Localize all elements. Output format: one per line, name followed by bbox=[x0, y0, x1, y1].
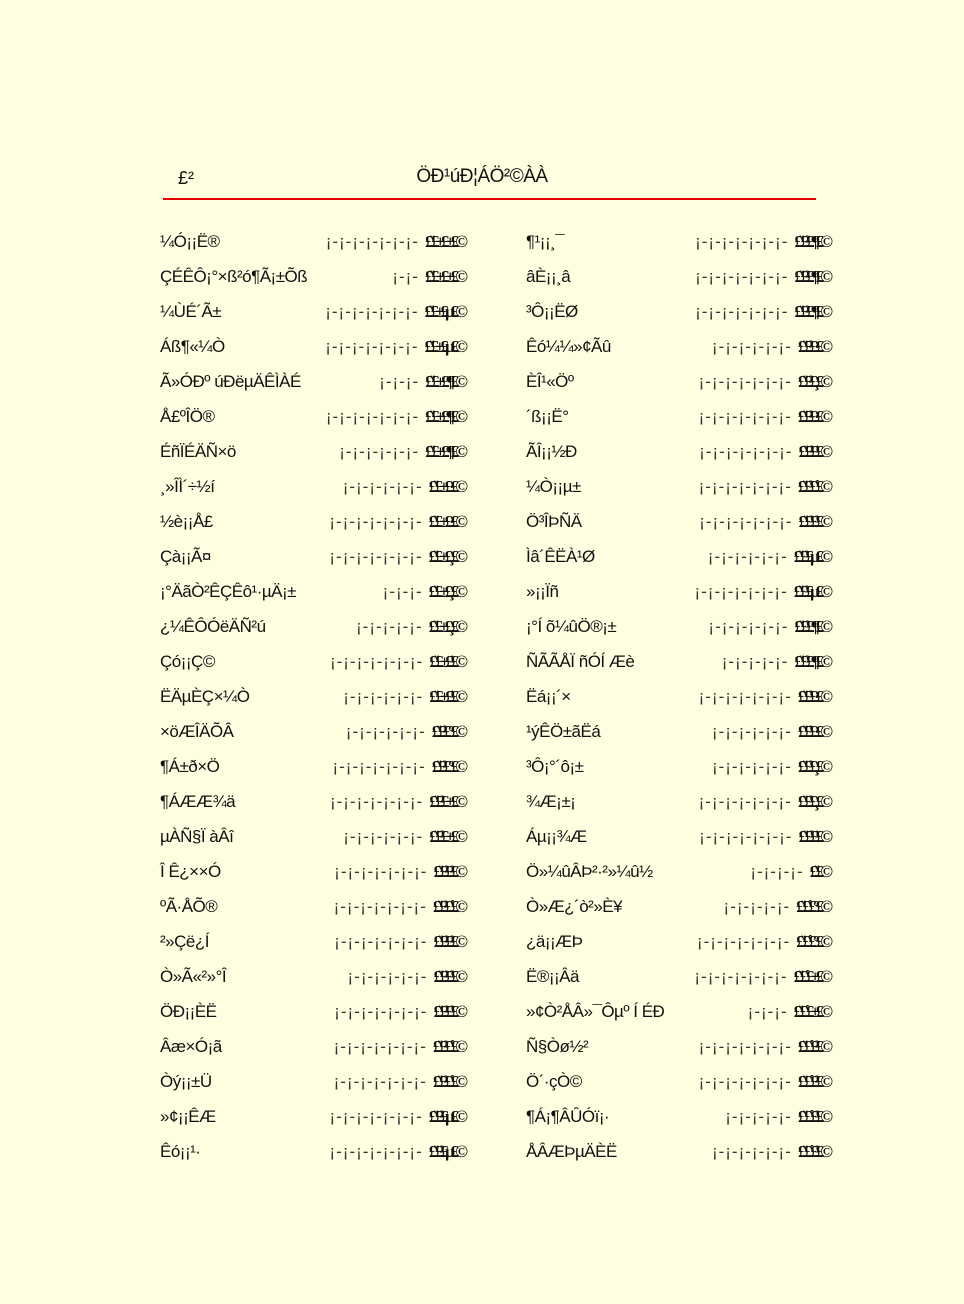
entry-leader: ¡-¡-¡-¡-¡-¡-¡- bbox=[329, 1141, 423, 1161]
entry-page: £¨£´£²£© bbox=[797, 1071, 829, 1091]
entry-title: Ö´·çÒ© bbox=[526, 1071, 582, 1091]
toc-entry[interactable] bbox=[160, 784, 464, 819]
entry-title: Ã»ÓÐº úÐëµÄÊÌÀÉ bbox=[160, 371, 301, 391]
entry-page: £¨£²£¶£© bbox=[794, 231, 829, 251]
entry-leader: ¡-¡-¡-¡-¡-¡- bbox=[711, 336, 792, 356]
toc-entry[interactable] bbox=[160, 504, 464, 539]
toc-entry[interactable] bbox=[160, 294, 464, 329]
entry-page: £¨£³£¶£© bbox=[794, 651, 829, 671]
entry-title: ¼Ò¡¡µ± bbox=[526, 476, 581, 496]
entry-leader: ¡-¡-¡-¡-¡-¡-¡- bbox=[329, 651, 424, 671]
entry-title: Ò»Æ¿´ò²»È¥ bbox=[526, 896, 623, 916]
toc-entry[interactable] bbox=[160, 889, 464, 924]
entry-page: £¨£²£¹£© bbox=[798, 441, 829, 461]
entry-title: ¡°ÄãÒ²ÊÇÊô¹·µÄ¡± bbox=[160, 581, 296, 601]
entry-page: £¨£³£¶£© bbox=[794, 616, 829, 636]
entry-page: £¨£´£³£© bbox=[797, 1141, 829, 1161]
entry-page: £¨£±£µ£© bbox=[424, 301, 464, 321]
entry-leader: ¡-¡-¡-¡-¡-¡- bbox=[711, 756, 792, 776]
entry-title: ¹ýÊÖ±ãËá bbox=[526, 721, 601, 741]
entry-title: âÈ¡¡¸â bbox=[526, 266, 571, 286]
entry-leader: ¡-¡-¡-¡-¡-¡-¡- bbox=[325, 301, 419, 321]
toc-entry[interactable] bbox=[160, 749, 464, 784]
entry-title: ÉñÏÉÄÑ×ö bbox=[160, 441, 236, 461]
toc-entry[interactable] bbox=[160, 1064, 464, 1099]
entry-page: £¨£´£°£© bbox=[796, 896, 829, 916]
entry-leader: ¡-¡-¡-¡-¡-¡-¡- bbox=[333, 896, 427, 916]
entry-leader: ¡-¡-¡-¡-¡-¡-¡- bbox=[694, 581, 788, 601]
entry-leader: ¡-¡-¡- bbox=[379, 371, 420, 391]
entry-leader: ¡-¡-¡-¡-¡-¡-¡- bbox=[333, 1071, 427, 1091]
entry-title: ÅÂÆÞµÄÈË bbox=[526, 1141, 617, 1161]
entry-page: £¨£±£¹£© bbox=[429, 651, 464, 671]
entry-page: £¨£´£³£© bbox=[797, 1106, 829, 1126]
entry-page: £¨£²£°£© bbox=[431, 756, 464, 776]
entry-leader: ¡-¡-¡-¡-¡-¡-¡- bbox=[699, 826, 793, 846]
entry-leader: ¡-¡- bbox=[392, 266, 419, 286]
entry-leader: ¡-¡-¡-¡-¡-¡-¡- bbox=[698, 406, 792, 426]
entry-page: £¨£±£¸£© bbox=[428, 581, 464, 601]
entry-title: ¶Á±ð×Ö bbox=[160, 756, 220, 776]
entry-title: ÇÉÊÔ¡°×ß²ó¶Ã¡±Õß bbox=[160, 266, 308, 286]
entry-title: ¾Æ¡±¡ bbox=[526, 791, 576, 811]
entry-leader: ¡-¡-¡-¡-¡-¡- bbox=[339, 441, 420, 461]
entry-leader: ¡-¡-¡-¡-¡-¡- bbox=[343, 686, 424, 706]
entry-leader: ¡-¡-¡-¡-¡-¡-¡- bbox=[698, 476, 792, 496]
entry-title: ²»Çë¿Í bbox=[160, 931, 209, 951]
entry-title: ÑÃÃÅÏ ñÓÍ Æè bbox=[526, 651, 635, 671]
entry-leader: ¡-¡-¡-¡-¡-¡- bbox=[707, 546, 788, 566]
entry-title: Ñ§Òø½² bbox=[526, 1036, 589, 1056]
page-number: £² bbox=[178, 168, 195, 188]
entry-title: ¶ÁÆÆ¾ä bbox=[160, 791, 236, 811]
entry-leader: ¡-¡-¡- bbox=[747, 1001, 788, 1021]
toc-entry[interactable] bbox=[526, 539, 829, 574]
entry-leader: ¡-¡-¡-¡-¡-¡-¡- bbox=[699, 441, 793, 461]
entry-title: »¢¡¡ÊÆ bbox=[160, 1106, 216, 1126]
entry-leader: ¡-¡-¡-¡-¡-¡-¡- bbox=[325, 406, 420, 426]
entry-leader: ¡-¡-¡-¡-¡-¡-¡- bbox=[698, 371, 792, 391]
entry-title: ¶¹¡¡¸¯ bbox=[526, 231, 565, 251]
entry-page: £¨£±£±£© bbox=[424, 266, 464, 286]
entry-title: Ë®¡¡Âä bbox=[526, 966, 579, 986]
entry-title: ÈÎ¹«Öº bbox=[526, 371, 574, 391]
toc-entry[interactable] bbox=[160, 644, 464, 679]
entry-page: £¨£²£·£© bbox=[797, 336, 829, 356]
entry-page: £¨£±£¶£© bbox=[425, 371, 464, 391]
entry-page: £¨£±£¶£© bbox=[425, 406, 464, 426]
entry-leader: ¡-¡-¡-¡-¡-¡-¡- bbox=[698, 686, 792, 706]
toc-entry[interactable] bbox=[160, 994, 464, 1029]
entry-page: £¨£±£¸£© bbox=[428, 616, 464, 636]
entry-page: £¨£³£·£© bbox=[797, 721, 829, 741]
entry-leader: ¡-¡-¡-¡-¡-¡- bbox=[342, 476, 423, 496]
toc-entry[interactable] bbox=[160, 854, 464, 889]
toc-entry[interactable] bbox=[526, 259, 829, 294]
entry-leader: ¡-¡-¡-¡-¡-¡-¡- bbox=[334, 1001, 428, 1021]
toc-entry[interactable] bbox=[160, 364, 464, 399]
toc-entry[interactable] bbox=[526, 1064, 829, 1099]
entry-title: Âæ×Ó¡ã bbox=[160, 1036, 222, 1056]
entry-page: £¨£³£¸£© bbox=[797, 756, 829, 776]
toc-entry[interactable] bbox=[160, 539, 464, 574]
toc-entry[interactable] bbox=[526, 714, 829, 749]
entry-title: ÃÎ¡¡½Ð bbox=[526, 441, 577, 461]
toc-entry[interactable] bbox=[526, 679, 829, 714]
entry-leader: ¡-¡-¡-¡-¡-¡- bbox=[711, 1141, 792, 1161]
entry-title: Êó¡¡¹· bbox=[160, 1141, 201, 1161]
entry-title: Êó¼¼»¢Ãû bbox=[526, 336, 611, 356]
entry-leader: ¡-¡-¡-¡-¡-¡-¡- bbox=[695, 231, 789, 251]
toc-entry[interactable] bbox=[160, 224, 464, 259]
toc-entry[interactable] bbox=[526, 609, 829, 644]
entry-page: £¨£²£²£© bbox=[433, 931, 464, 951]
toc-entry[interactable] bbox=[526, 469, 829, 504]
entry-leader: ¡-¡-¡-¡-¡-¡-¡- bbox=[695, 301, 789, 321]
entry-page: £¨£²£¶£© bbox=[794, 266, 829, 286]
entry-title: ¡°Í õ¼ûÖ®¡± bbox=[526, 616, 617, 636]
entry-title: Ö»¼ûÂÞ²·²»¼û½ bbox=[526, 861, 653, 881]
entry-title: Òý¡¡±Ü bbox=[160, 1071, 212, 1091]
entry-leader: ¡-¡-¡- bbox=[382, 581, 423, 601]
entry-title: »¢Ò²ÅÂ»¯Ôµº Í ÉÐ bbox=[526, 1001, 665, 1021]
entry-page: £¨£²£±£© bbox=[429, 826, 464, 846]
entry-leader: ¡-¡-¡-¡-¡-¡-¡- bbox=[334, 861, 428, 881]
toc-entry[interactable] bbox=[160, 714, 464, 749]
entry-title: ´ß¡¡Ë° bbox=[526, 406, 569, 426]
entry-leader: ¡-¡-¡-¡-¡-¡-¡- bbox=[329, 511, 423, 531]
entry-title: ËÄµÈÇ×¼Ò bbox=[160, 686, 250, 706]
entry-page: £¨£±£¶£© bbox=[425, 441, 464, 461]
entry-leader: ¡-¡-¡-¡-¡-¡-¡- bbox=[696, 931, 791, 951]
entry-leader: ¡-¡-¡-¡-¡-¡-¡- bbox=[329, 1106, 423, 1126]
entry-page: £¨£²£±£© bbox=[429, 791, 464, 811]
toc-left-column bbox=[160, 224, 464, 1169]
entry-page: £¨£³£¹£© bbox=[798, 826, 829, 846]
toc-entry[interactable] bbox=[160, 329, 464, 364]
entry-title: Î Ê¿××Ó bbox=[160, 861, 221, 881]
toc-entry[interactable] bbox=[526, 329, 829, 364]
entry-page: £¨£³£µ£© bbox=[793, 546, 829, 566]
entry-title: µÀÑ§Ï àÂî bbox=[160, 826, 234, 846]
entry-leader: ¡-¡-¡-¡-¡- bbox=[721, 651, 789, 671]
entry-title: Áµ¡¡¾Æ bbox=[526, 826, 587, 846]
entry-page: £¨£±£±£© bbox=[424, 231, 464, 251]
entry-leader: ¡-¡-¡-¡-¡-¡-¡- bbox=[333, 1036, 427, 1056]
entry-page: £¨£²£´£© bbox=[432, 1036, 464, 1056]
entry-page: £¨£²£µ£© bbox=[428, 1141, 464, 1161]
toc-entry[interactable] bbox=[526, 364, 829, 399]
entry-leader: ¡-¡-¡-¡-¡-¡-¡- bbox=[694, 966, 788, 986]
entry-page: £¨£³£´£© bbox=[797, 476, 829, 496]
entry-page: £¨£²£¸£© bbox=[797, 371, 829, 391]
toc-entry[interactable] bbox=[526, 994, 829, 1029]
entry-leader: ¡-¡-¡-¡-¡-¡- bbox=[343, 826, 424, 846]
entry-title: ³Ô¡¡ËØ bbox=[526, 301, 578, 321]
toc-entry[interactable] bbox=[160, 819, 464, 854]
entry-title: ¼Ó¡¡Ë® bbox=[160, 231, 220, 251]
entry-leader: ¡-¡-¡-¡-¡-¡-¡- bbox=[698, 791, 792, 811]
entry-page: £¨£´£°£© bbox=[796, 931, 829, 951]
toc-entry[interactable] bbox=[160, 259, 464, 294]
entry-leader: ¡-¡-¡-¡-¡-¡-¡- bbox=[334, 931, 428, 951]
entry-title: Å£ºÎÖ® bbox=[160, 406, 215, 426]
entry-page: £¨£²£²£© bbox=[433, 861, 464, 881]
entry-page: £¨£²£³£© bbox=[433, 1001, 464, 1021]
entry-leader: ¡-¡-¡-¡-¡- bbox=[723, 896, 791, 916]
toc-entry[interactable] bbox=[160, 679, 464, 714]
entry-title: ºÃ·ÅÕ® bbox=[160, 896, 218, 916]
toc-entry[interactable] bbox=[160, 959, 464, 994]
entry-leader: ¡-¡-¡-¡-¡-¡-¡- bbox=[329, 791, 424, 811]
toc-entry[interactable] bbox=[160, 1029, 464, 1064]
toc-entry[interactable] bbox=[526, 1134, 829, 1169]
entry-page: £¨£²£´£© bbox=[432, 1071, 464, 1091]
entry-title: Ö³ÎÞÑÄ bbox=[526, 511, 582, 531]
entry-page: £¨£²£·£© bbox=[797, 406, 829, 426]
entry-page: £¨£²£µ£© bbox=[428, 1106, 464, 1126]
entry-leader: ¡-¡-¡-¡-¡-¡- bbox=[711, 721, 792, 741]
entry-page: £¨£±£·£© bbox=[428, 511, 464, 531]
toc-entry[interactable] bbox=[526, 504, 829, 539]
header-rule bbox=[163, 198, 816, 200]
toc-entry[interactable] bbox=[526, 644, 829, 679]
toc-entry[interactable] bbox=[160, 1134, 464, 1169]
entry-leader: ¡-¡-¡-¡-¡-¡-¡- bbox=[325, 231, 419, 251]
toc-entry[interactable] bbox=[526, 854, 829, 889]
entry-title: Ìâ´ÊËÀ¹Ø bbox=[526, 546, 595, 566]
entry-title: Áß¶«¼Ò bbox=[160, 336, 225, 356]
entry-leader: ¡-¡-¡-¡-¡-¡-¡- bbox=[699, 511, 793, 531]
entry-title: Ò»Ã«²»°Î bbox=[160, 966, 227, 986]
entry-title: Ëá¡¡´× bbox=[526, 686, 571, 706]
entry-title: ¿ä¡¡ÆÞ bbox=[526, 931, 583, 951]
toc-entry[interactable] bbox=[160, 434, 464, 469]
toc-entry[interactable] bbox=[526, 224, 829, 259]
entry-page: £¨£²£³£© bbox=[433, 966, 464, 986]
entry-title: ×öÆÎÄÕÂ bbox=[160, 721, 234, 741]
entry-page: £¨£²£°£© bbox=[431, 721, 464, 741]
entry-leader: ¡-¡-¡-¡-¡-¡-¡- bbox=[698, 1036, 792, 1056]
entry-leader: ¡-¡-¡-¡-¡-¡- bbox=[708, 616, 789, 636]
entry-leader: ¡-¡-¡-¡-¡-¡-¡- bbox=[332, 756, 426, 776]
entry-leader: ¡-¡-¡-¡- bbox=[750, 861, 804, 881]
toc-entry[interactable] bbox=[526, 959, 829, 994]
entry-page: £¨£³£¸£© bbox=[797, 791, 829, 811]
entry-leader: ¡-¡-¡-¡-¡-¡-¡- bbox=[695, 266, 789, 286]
entry-page: £¨£³£·£© bbox=[797, 686, 829, 706]
toc-entry[interactable] bbox=[526, 749, 829, 784]
entry-page: £¨£´£²£© bbox=[797, 1036, 829, 1056]
entry-page: £¨£³£³£© bbox=[798, 511, 829, 531]
toc-entry[interactable] bbox=[160, 574, 464, 609]
toc-entry[interactable] bbox=[526, 924, 829, 959]
entry-page: £¨£±£¸£© bbox=[428, 546, 464, 566]
entry-page: £¨£²£¶£© bbox=[794, 301, 829, 321]
entry-title: ³Ô¡°´ô¡± bbox=[526, 756, 584, 776]
entry-page: £¨£±£·£© bbox=[428, 476, 464, 496]
entry-title: Çó¡¡Ç© bbox=[160, 651, 215, 671]
toc-entry[interactable] bbox=[526, 574, 829, 609]
entry-leader: ¡-¡-¡-¡-¡-¡-¡- bbox=[698, 1071, 792, 1091]
toc-entry[interactable] bbox=[160, 609, 464, 644]
toc-entry[interactable] bbox=[526, 399, 829, 434]
entry-title: ¶Á¡¶ÂÛÓï¡· bbox=[526, 1106, 610, 1126]
entry-title: Çà¡¡Ã¤ bbox=[160, 546, 211, 566]
entry-leader: ¡-¡-¡-¡-¡- bbox=[356, 616, 423, 636]
entry-leader: ¡-¡-¡-¡-¡- bbox=[725, 1106, 792, 1126]
toc-entry[interactable] bbox=[526, 1099, 829, 1134]
entry-title: ÖÐ¡¡ÈË bbox=[160, 1001, 217, 1021]
toc-entry[interactable] bbox=[526, 889, 829, 924]
entry-page: £¨£²£´£© bbox=[432, 896, 464, 916]
entry-page: £¨£´£±£© bbox=[793, 1001, 829, 1021]
entry-page: £¨£³£µ£© bbox=[793, 581, 829, 601]
entry-page: £¨£© bbox=[809, 861, 829, 881]
entry-title: ¿¼ÊÔÓëÄÑ²ú bbox=[160, 616, 266, 636]
toc-entry[interactable] bbox=[526, 784, 829, 819]
toc-right-column bbox=[526, 224, 829, 1169]
entry-page: £¨£±£¹£© bbox=[429, 686, 464, 706]
toc-entry[interactable] bbox=[160, 399, 464, 434]
entry-leader: ¡-¡-¡-¡-¡-¡- bbox=[345, 721, 426, 741]
entry-title: »¡¡Ïñ bbox=[526, 581, 559, 601]
entry-leader: ¡-¡-¡-¡-¡-¡-¡- bbox=[325, 336, 419, 356]
entry-leader: ¡-¡-¡-¡-¡-¡-¡- bbox=[329, 546, 423, 566]
page-title: ÖÐ¹úÐ¦ÁÖ²©ÀÀ bbox=[416, 166, 548, 187]
toc-entry[interactable] bbox=[526, 434, 829, 469]
entry-title: ½è¡¡Å£ bbox=[160, 511, 213, 531]
entry-leader: ¡-¡-¡-¡-¡-¡- bbox=[347, 966, 428, 986]
entry-page: £¨£´£±£© bbox=[793, 966, 829, 986]
toc-entry[interactable] bbox=[526, 1029, 829, 1064]
toc-entry[interactable] bbox=[526, 294, 829, 329]
entry-page: £¨£±£µ£© bbox=[424, 336, 464, 356]
toc-entry[interactable] bbox=[160, 924, 464, 959]
toc-entry[interactable] bbox=[160, 469, 464, 504]
entry-title: ¼ÙÉ´Ã± bbox=[160, 301, 222, 321]
toc-entry[interactable] bbox=[160, 1099, 464, 1134]
toc-entry[interactable] bbox=[526, 819, 829, 854]
entry-title: ¸»ÎÌ´÷½í bbox=[160, 476, 215, 496]
